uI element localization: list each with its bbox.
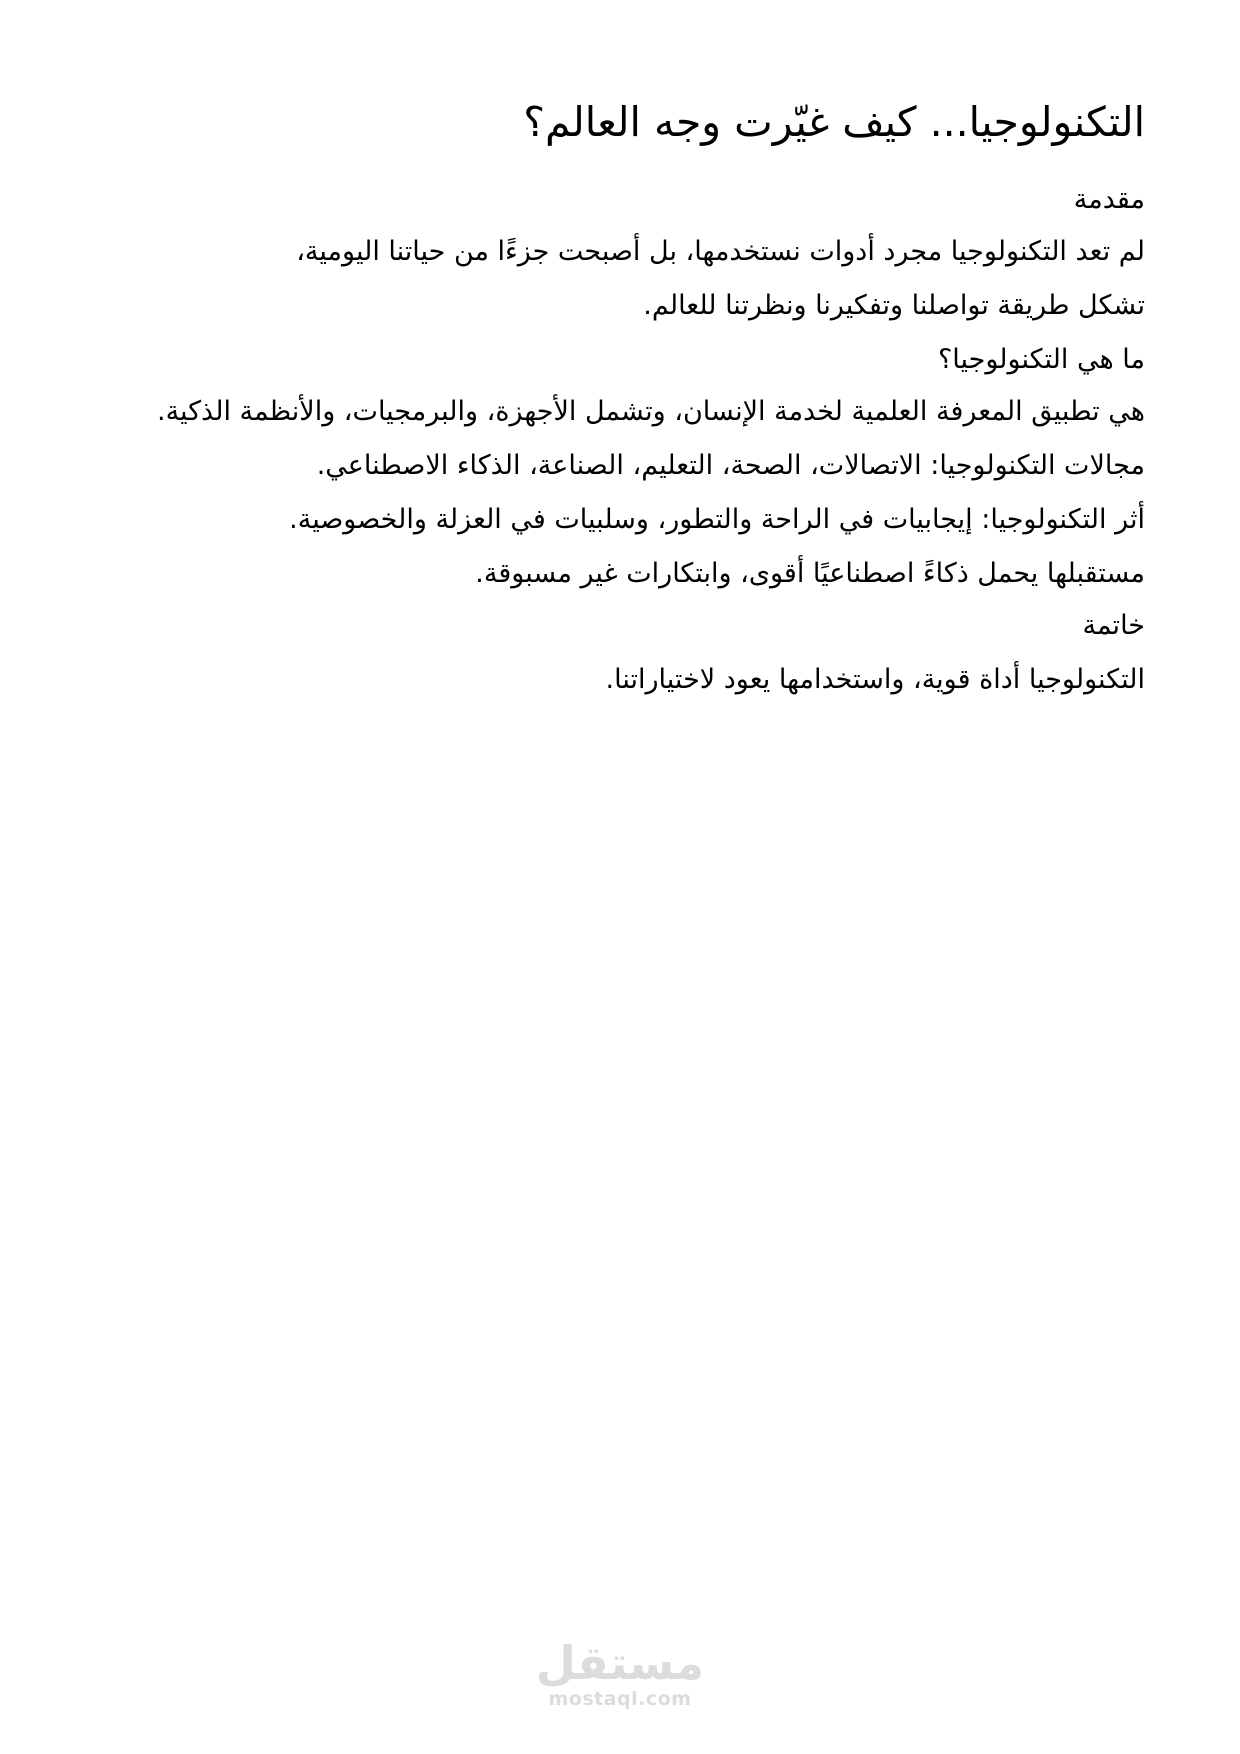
paragraph-line: تشكل طريقة تواصلنا وتفكيرنا ونظرتنا للعالم. — [643, 290, 1145, 321]
paragraph-line: مجالات التكنولوجيا: الاتصالات، الصحة، التعليم، الصناعة، الذكاء الاصطناعي. — [316, 450, 1145, 481]
paragraph-line: مستقبلها يحمل ذكاءً اصطناعيًا أقوى، وابتكارات غير مسبوقة. — [475, 558, 1145, 589]
paragraph-line: التكنولوجيا أداة قوية، واستخدامها يعود لاختياراتنا. — [605, 664, 1145, 695]
section-heading-definition: ما هي التكنولوجيا؟ — [937, 344, 1145, 375]
paragraph-line: هي تطبيق المعرفة العلمية لخدمة الإنسان، وتشمل الأجهزة، والبرمجيات، والأنظمة الذكية. — [157, 396, 1145, 427]
watermark-url: mostaql.com — [548, 1688, 692, 1710]
section-heading-conclusion: خاتمة — [1082, 610, 1145, 641]
document-title: التكنولوجيا... كيف غيّرت وجه العالم؟ — [523, 98, 1145, 146]
paragraph-line: أثر التكنولوجيا: إيجابيات في الراحة والتطور، وسلبيات في العزلة والخصوصية. — [289, 504, 1145, 535]
section-heading-introduction: مقدمة — [1073, 184, 1145, 215]
mostaql-watermark — [520, 1636, 720, 1710]
paragraph-line: لم تعد التكنولوجيا مجرد أدوات نستخدمها، بل أصبحت جزءًا من حياتنا اليومية، — [296, 236, 1145, 267]
watermark-logo-text: مستقل — [535, 1636, 705, 1690]
